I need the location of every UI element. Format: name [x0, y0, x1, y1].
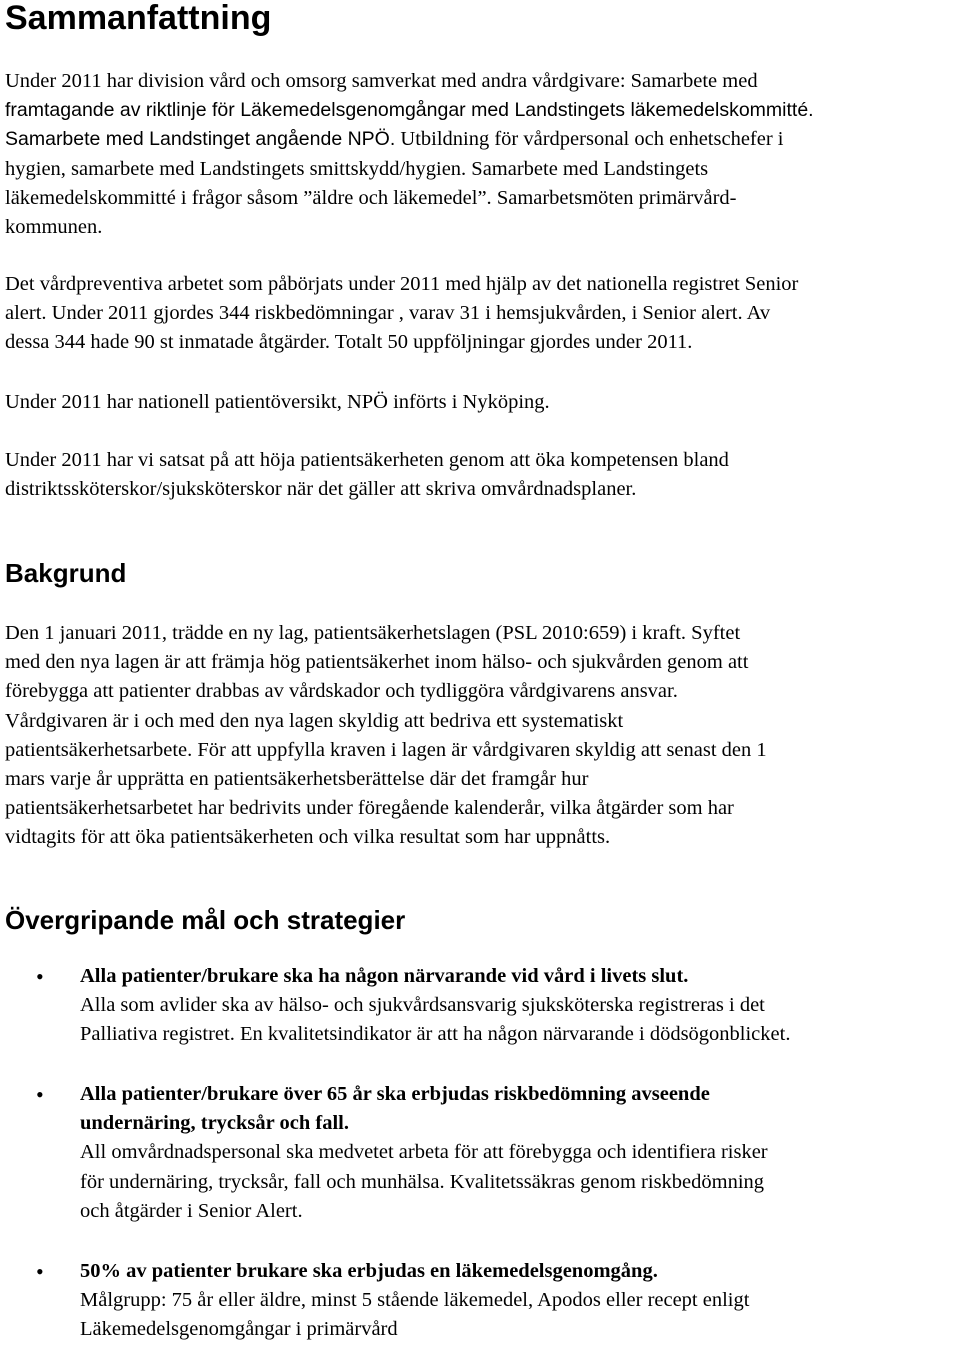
- item-heading: Alla patienter/brukare över 65 år ska erbjudas riskbedömning avseende: [80, 1083, 710, 1105]
- text-line: Läkemedelsgenomgångar i primärvård: [80, 1318, 398, 1341]
- text-line: Samarbete med Landstingets: [466, 157, 709, 180]
- bullet-icon: •: [36, 1082, 44, 1107]
- list-item-palliativ-vard: [80, 962, 958, 1050]
- heading-bakgrund: Bakgrund: [5, 558, 127, 588]
- item-heading: 50% av patienter brukare ska erbjudas en läkemedelsgenomgång.: [80, 1260, 658, 1282]
- text-line: Under 2011 har division vård och omsorg samverkat med andra vårdgivare: Samarbete med: [5, 70, 758, 92]
- text-line: patientsäkerhetsarbetet har bedrivits under föregående kalenderår, vilka åtgärder som har: [5, 797, 734, 820]
- text-line: Under 2011 har nationell patientöversikt, NPÖ införts i Nyköping.: [5, 391, 550, 413]
- text-line: Alla som avlider ska av hälso- och sjukvårdsansvarig sjuksköterska registreras i det: [80, 994, 765, 1017]
- text-line: för undernäring, trycksår, fall och munhälsa. Kvalitetssäkras genom riskbedömning: [80, 1170, 765, 1193]
- bullet-icon: •: [36, 964, 44, 989]
- text-line: Palliativa registret. En kvalitetsindikator är att ha någon närvarande i dödsögonblicket.: [80, 1023, 791, 1046]
- paragraph-bakgrund: [5, 619, 957, 853]
- text-line: alert. Under 2011 gjordes 344 riskbedömningar , varav 31 i hemsjukvården, i Senior alert. Av: [5, 302, 771, 325]
- text-line: Det vårdpreventiva arbetet som påbörjats under 2011 med hjälp av det nationella registret Senior: [5, 273, 799, 295]
- text-line: Målgrupp: 75 år eller äldre, minst 5 stående läkemedel, Apodos eller recept enligt: [80, 1289, 750, 1312]
- paragraph-npo: [5, 388, 957, 417]
- heading-mal-och-strategier: Övergripande mål och strategier: [5, 905, 406, 935]
- list-item-lakemedelsgenomgang: [80, 1257, 958, 1345]
- text-line: Den 1 januari 2011, trädde en ny lag, patientsäkerhetslagen (PSL 2010:659) i kraft. Syftet: [5, 622, 741, 644]
- text-line: Samarbete med Landstinget angående NPÖ.: [5, 128, 396, 151]
- text-line: All omvårdnadspersonal ska medvetet arbeta för att förebygga och identifiera risker: [80, 1141, 768, 1164]
- bullet-icon: •: [36, 1259, 44, 1284]
- text-line: och åtgärder i Senior Alert.: [80, 1199, 303, 1222]
- text-line: distriktssköterskor/sjuksköterskor när det gäller att skriva omvårdnadsplaner.: [5, 478, 637, 501]
- text-line: mars varje år upprätta en patientsäkerhetsberättelse där det framgår hur: [5, 768, 589, 791]
- paragraph-senior-alert: [5, 270, 957, 358]
- heading-sammanfattning: Sammanfattning: [5, 0, 272, 37]
- text-line: framtagande av riktlinje för Läkemedelsgenomgångar med Landstingets läkemedelskommitté.: [5, 99, 814, 122]
- text-line: Utbildning för vårdpersonal och enhetschefer i: [395, 128, 784, 151]
- item-heading: undernäring, trycksår och fall.: [80, 1112, 349, 1135]
- text-line: Vårdgivaren är i och med den nya lagen skyldig att bedriva ett systematiskt: [5, 709, 624, 732]
- text-line: Samarbetsmöten primärvård-: [491, 186, 737, 209]
- item-heading: Alla patienter/brukare ska ha någon närvarande vid vård i livets slut.: [80, 965, 689, 987]
- text-line: dessa 344 hade 90 st inmatade åtgärder. Totalt 50 uppföljningar gjordes under 2011.: [5, 331, 693, 354]
- list-item-riskbedomning: [80, 1080, 958, 1226]
- text-line: läkemedelskommitté i frågor såsom ”äldre och läkemedel”.: [5, 186, 492, 209]
- text-line: förebygga att patienter drabbas av vårdskador och tydliggöra vårdgivarens ansvar.: [5, 680, 678, 703]
- paragraph-patientsakerhet: [5, 446, 957, 504]
- text-line: kommunen.: [5, 216, 103, 239]
- paragraph-samverkan: [5, 67, 957, 242]
- text-line: vidtagits för att öka patientsäkerheten och vilka resultat som har uppnåtts.: [5, 826, 611, 849]
- text-line: patientsäkerhetsarbete. För att uppfylla kraven i lagen är vårdgivaren skyldig att senast den 1: [5, 738, 767, 761]
- text-line: med den nya lagen är att främja hög patientsäkerhet inom hälso- och sjukvården genom att: [5, 651, 749, 674]
- text-line: hygien, samarbete med Landstingets smittskydd/hygien.: [5, 157, 467, 180]
- text-line: Under 2011 har vi satsat på att höja patientsäkerheten genom att öka kompetensen bland: [5, 449, 729, 471]
